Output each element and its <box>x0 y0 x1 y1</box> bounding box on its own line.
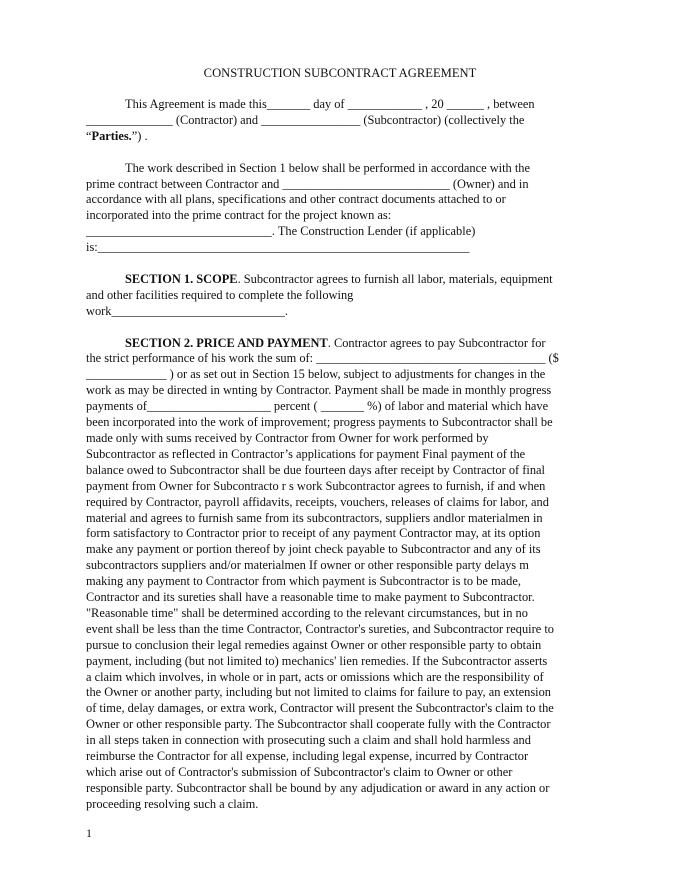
section-2-line: been incorporated into the work of improvement; progress payments to Subcontractor shall be <box>86 415 553 430</box>
section-2-line: "Reasonable time" shall be determined according to the relevant circumstances, but in no <box>86 605 528 620</box>
section-2-line <box>86 336 594 352</box>
section-2-line: payment from Owner for Subcontracto r s work Subcontractor agrees to furnish, if and when <box>86 478 546 493</box>
section-2-line: pursue to conclusion their legal remedies against Owner or other responsible party to obtain <box>86 637 542 652</box>
section-1-line: work____________________________. <box>86 303 289 318</box>
section-1-paragraph <box>86 272 594 320</box>
section-2-line: Contractor and its sureties shall have a reasonable time to make payment to Subcontractor. <box>86 590 535 605</box>
section-2-line: of time, delay damages, or extra work, Contractor will present the Subcontractor's claim to the <box>86 701 554 716</box>
section-2-line: subcontractors suppliers and/or materialmen If owner or other responsible party delays m <box>86 558 529 573</box>
page-number: 1 <box>86 826 92 840</box>
parties-term: Parties. <box>91 128 132 143</box>
section-1-line: and other facilities required to complete the following <box>86 287 354 302</box>
section-2-line: material and agrees to furnish same from its subcontractors, suppliers andlor materialmen in <box>86 510 543 525</box>
section-1-heading: SECTION 1. SCOPE <box>125 271 238 286</box>
section-2-line: proceeding resolving such a claim. <box>86 796 259 811</box>
section-2-line: required by Contractor, payroll affidavits, receipts, vouchers, releases of claims for labor, and <box>86 494 549 509</box>
section-2-line: which arise out of Contractor's submission of Subcontractor's claim to Owner or other <box>86 765 513 780</box>
section-2-line: Owner or other responsible party. The Subcontractor shall cooperate fully with the Contractor <box>86 717 551 732</box>
section-1-first-line-rest: . Subcontractor agrees to furnish all labor, materials, equipment <box>237 271 553 286</box>
section-2-line: payment, including (but not limited to) mechanics' lien remedies. If the Subcontractor asserts <box>86 653 548 668</box>
section-2-line: made only with sums received by Contractor from Owner for work performed by <box>86 430 489 445</box>
section-2-line: form satisfactory to Contractor prior to receipt of any payment Contractor may, at its option <box>86 526 541 541</box>
work-line: The work described in Section 1 below shall be performed in accordance with the <box>125 160 530 175</box>
intro-line-1: This Agreement is made this_______ day of ____________ , 20 ______ , between <box>125 97 535 111</box>
intro-line-3 <box>86 129 594 145</box>
intro-quote-close: ”) . <box>131 128 148 143</box>
intro-quote-open: “ <box>86 128 92 143</box>
section-2-paragraph <box>86 336 594 813</box>
work-line: is:____________________________________________________________ <box>86 240 470 255</box>
document-title: CONSTRUCTION SUBCONTRACT AGREEMENT <box>203 66 477 80</box>
work-line: prime contract between Contractor and ___________________________ (Owner) and in <box>86 176 529 191</box>
section-2-line: Subcontractor as reflected in Contractor’s applications for payment Final payment of the <box>86 446 526 461</box>
intro-paragraph <box>86 97 594 145</box>
work-line: accordance with all plans, specifications and other contract documents attached to or <box>86 192 506 207</box>
section-2-line: responsible party. Subcontractor shall be bound by any adjudication or award in any action or <box>86 780 550 795</box>
section-2-heading: SECTION 2. PRICE AND PAYMENT <box>125 335 328 350</box>
section-2-line: _____________ ) or as set out in Section 15 below, subject to adjustments for changes in the <box>86 367 546 382</box>
section-2-line: reimburse the Contractor for all expense, including legal expense, incurred by Contractor <box>86 749 529 764</box>
work-line: ______________________________. The Construction Lender (if applicable) <box>86 224 476 239</box>
work-line: incorporated into the prime contract for the project known as: <box>86 208 392 223</box>
section-2-line: the strict performance of his work the sum of: _____________________________________ ($ <box>86 351 559 366</box>
work-paragraph <box>86 161 594 256</box>
document-body <box>86 97 594 829</box>
section-2-first-line-rest: . Contractor agrees to pay Subcontractor for <box>327 335 546 350</box>
intro-line-2: ______________ (Contractor) and ________________ (Subcontractor) (collectively the <box>86 112 525 127</box>
section-2-line: a claim which involves, in whole or in part, acts or omissions which are the responsibility of <box>86 669 544 684</box>
section-2-line: in all steps taken in connection with prosecuting such a claim and shall hold harmless and <box>86 733 531 748</box>
section-1-line <box>86 272 594 288</box>
section-2-line: payments of____________________ percent ( _______ %) of labor and material which have <box>86 399 549 414</box>
section-2-line: balance owed to Subcontractor shall be due fourteen days after receipt by Contractor of final <box>86 462 545 477</box>
section-2-line: make any payment or portion thereof by joint check payable to Subcontractor and any of its <box>86 542 541 557</box>
section-2-line: making any payment to Contractor from which payment is Subcontractor is to be made, <box>86 574 521 589</box>
section-2-line: the Owner or another party, including but not limited to claims for failure to pay, an extension <box>86 685 551 700</box>
section-2-line: event shall be less than the time Contractor, Contractor's sureties, and Subcontractor require to <box>86 621 554 636</box>
section-2-line: work as may be directed in wnting by Contractor. Payment shall be made in monthly progress <box>86 383 552 398</box>
